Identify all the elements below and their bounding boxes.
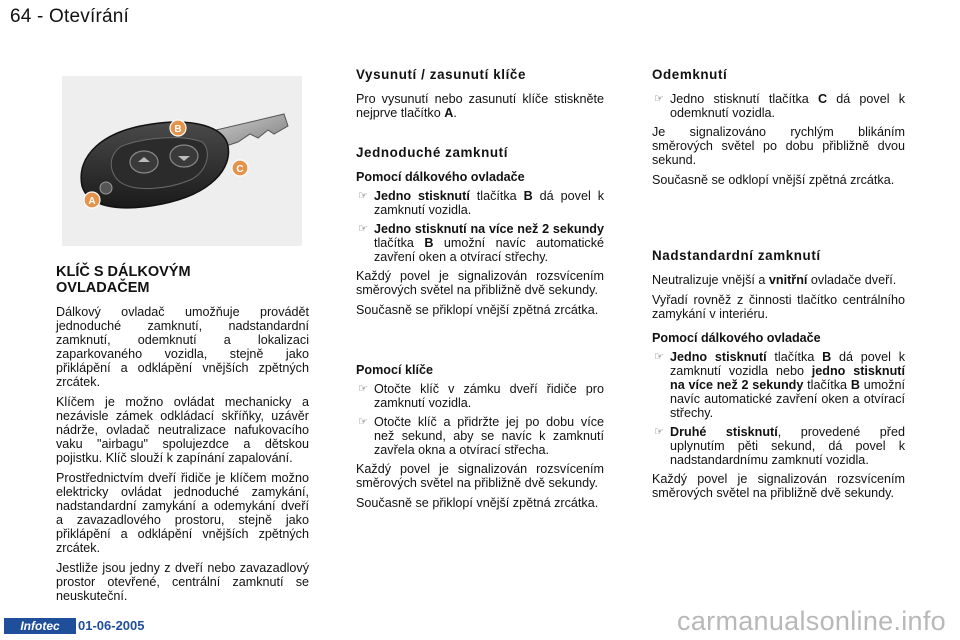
pointing-hand-icon: ☞ <box>654 426 664 438</box>
key-remote-illustration <box>62 76 302 246</box>
label-c-text: C <box>236 164 244 175</box>
unlock-mirror-paragraph: Současně se odklopí vnější zpětná zrcátka. <box>652 173 895 187</box>
deadlock-signal-paragraph: Každý povel je signalizován rozsvícením směrových světel na přibližně dvě sekundy. <box>652 472 905 500</box>
signal-paragraph-2: Každý povel je signalizován rozsvícením směrových světel na přibližně dvě sekundy. <box>356 462 604 490</box>
list-item: ☞ Druhé stisknutí, provedené před uplynutím pěti sekund, dá povel k nadstandardnímu zamknutí vozidla. <box>654 425 905 467</box>
list-item: ☞ Otočte klíč a přidržte jej po dobu více než sekund, aby se navíc k zamknutí zavřela okna a otvírací střecha. <box>358 415 604 457</box>
list-item: ☞ Otočte klíč v zámku dveří řidiče pro zamknutí vozidla. <box>358 382 604 410</box>
list-item: ☞ Jedno stisknutí tlačítka B dá povel k zamknutí vozidla nebo jedno stisknutí na více než 2 sekundy tlačítka B umožní navíc automatické zavření oken a otvírací střechy. <box>654 350 905 420</box>
section-title-deadlock: Nadstandardní zamknutí <box>652 248 821 263</box>
key-remote-image <box>62 76 302 246</box>
page-header <box>10 6 129 28</box>
column-intro <box>56 264 309 609</box>
list-item: ☞ Jedno stisknutí tlačítka C dá povel k odemknutí vozidla. <box>654 92 905 120</box>
deadlock-paragraph-2: Vyřadí rovněž z činnosti tlačítko centrálního zamykání v interiéru. <box>652 293 905 321</box>
section-title-key-remote: KLÍČ S DÁLKOVÝM OVLADAČEM <box>56 264 191 296</box>
pointing-hand-icon: ☞ <box>654 351 664 363</box>
footer-date: 01-06-2005 <box>78 618 145 633</box>
signal-paragraph: Každý povel je signalizován rozsvícením směrových světel na přibližně dvě sekundy. <box>356 269 604 297</box>
list-item: ☞ Jedno stisknutí tlačítka B dá povel k zamknutí vozidla. <box>358 189 604 217</box>
section-title-key-unfold: Vysunutí / zasunutí klíče <box>356 67 527 82</box>
deadlock-paragraph-1: Neutralizuje vnější a vnitřní ovladače dveří. <box>652 273 897 287</box>
key-unfold-text: Pro vysunutí nebo zasunutí klíče stiskněte nejprve tlačítko A. <box>356 92 604 120</box>
label-a-text: A <box>88 196 96 207</box>
button-label-a <box>84 192 100 208</box>
intro-paragraph-2: Klíčem je možno ovládat mechanicky a nezávisle zámek odkládací skříňky, uzávěr nádrže, ovladač neutralizace nafukovacího vaku "airbagu" spolujezdce a dětskou pojistku. Klíč slouží k zapínání zapalování. <box>56 395 309 465</box>
header-separator: - <box>37 6 44 27</box>
section-title-unlock: Odemknutí <box>652 67 728 82</box>
column-unlocking <box>652 68 905 506</box>
intro-paragraph-1: Dálkový ovladač umožňuje provádět jednoduché zamknutí, nadstandardní zamknutí, odemknutí a lokalizaci zaparkovaného vozidla, stejně jako přiklápění a odklápění vnějších zpětných zrcátek. <box>56 305 309 389</box>
list-item: ☞ Jedno stisknutí na více než 2 sekundy tlačítka B umožní navíc automatické zavření oken a otvírací střechy. <box>358 222 604 264</box>
label-b-text: B <box>174 124 182 135</box>
pointing-hand-icon: ☞ <box>358 190 368 202</box>
pointing-hand-icon: ☞ <box>358 416 368 428</box>
watermark: carmanualsonline.info <box>677 606 946 636</box>
pointing-hand-icon: ☞ <box>358 383 368 395</box>
pointing-hand-icon: ☞ <box>358 223 368 235</box>
unlock-signal-paragraph: Je signalizováno rychlým blikáním směrových světel po dobu přibližně dvou sekund. <box>652 125 905 167</box>
intro-paragraph-3: Prostřednictvím dveří řidiče je klíčem možno elektricky ovládat jednoduché zamykání, nadstandardní zamykání a odemykání dveří a zavazadlového prostoru, stejně jako přiklápění a odklápění vnějších zpětných zrcátek. <box>56 471 309 555</box>
chapter-title: Otevírání <box>49 6 129 27</box>
page-number: 64 <box>10 6 32 27</box>
subtitle-remote: Pomocí dálkového ovladače <box>356 170 525 184</box>
intro-paragraph-4: Jestliže jsou jedny z dveří nebo zavazadlový prostor otevřené, centrální zamknutí se neuskuteční. <box>56 561 309 603</box>
button-label-b <box>170 120 186 136</box>
subtitle-key: Pomocí klíče <box>356 363 433 377</box>
section-title-simple-lock: Jednoduché zamknutí <box>356 145 509 160</box>
button-label-c <box>232 160 248 176</box>
mirror-paragraph: Současně se přiklopí vnější zpětná zrcátka. <box>356 303 599 317</box>
column-locking <box>356 68 604 516</box>
subtitle-remote-2: Pomocí dálkového ovladače <box>652 331 821 345</box>
infotec-logo: Infotec <box>4 618 76 634</box>
key-fob-body <box>81 122 228 208</box>
pointing-hand-icon: ☞ <box>654 93 664 105</box>
mirror-paragraph-2: Současně se přiklopí vnější zpětná zrcátka. <box>356 496 599 510</box>
